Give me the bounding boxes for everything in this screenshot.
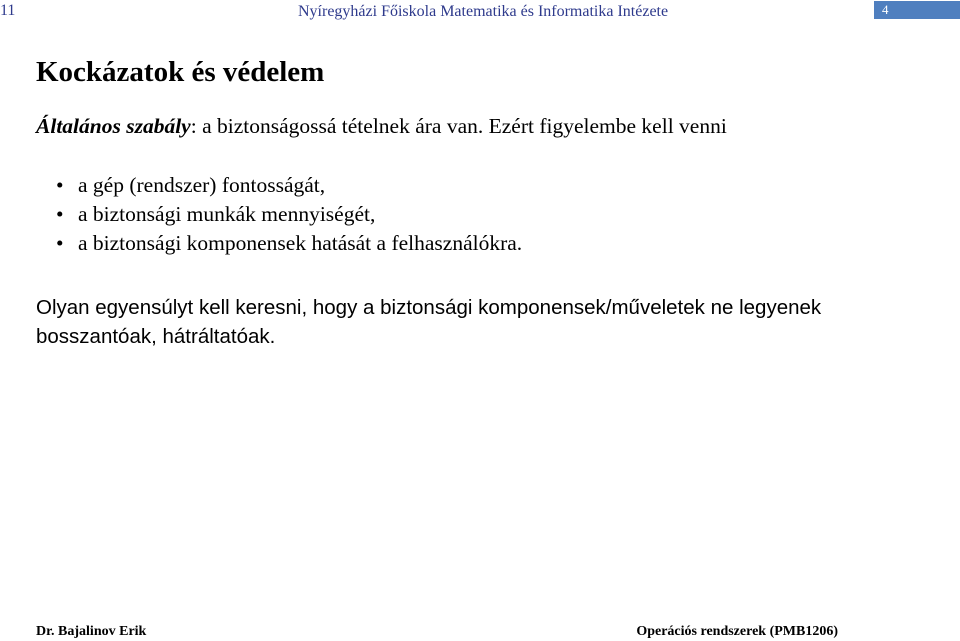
balance-paragraph: Olyan egyensúlyt kell keresni, hogy a biztonsági komponensek/műveletek ne legyenek bosszantóak, hátráltatóak. [36,296,822,348]
general-rule-paragraph [36,112,896,141]
footer-course: Operációs rendszerek (PMB1206) [636,624,838,639]
list-item-text: a gép (rendszer) fontosságát, [78,173,326,197]
bullet-icon: • [56,231,64,255]
list-item [56,229,522,258]
bullet-icon: • [56,173,64,197]
considerations-list [56,171,522,258]
list-item [56,200,522,229]
institution-header: Nyíregyházi Főiskola Matematika és Informatika Intézete [298,3,669,20]
slide-number: 11 [0,2,16,19]
list-item [56,171,522,200]
slide-title: Kockázatok és védelem [36,56,325,88]
general-rule-label: Általános szabály [36,114,191,138]
page-number: 4 [882,2,889,17]
list-item-text: a biztonsági munkák mennyiségét, [78,202,376,226]
general-rule-text: : a biztonságossá tételnek ára van. Ezért figyelembe kell venni [190,114,727,138]
page-number-box [874,1,960,19]
footer-author: Dr. Bajalinov Erik [36,624,147,639]
bullet-icon: • [56,202,64,226]
list-item-text: a biztonsági komponensek hatását a felhasználókra. [78,231,523,255]
